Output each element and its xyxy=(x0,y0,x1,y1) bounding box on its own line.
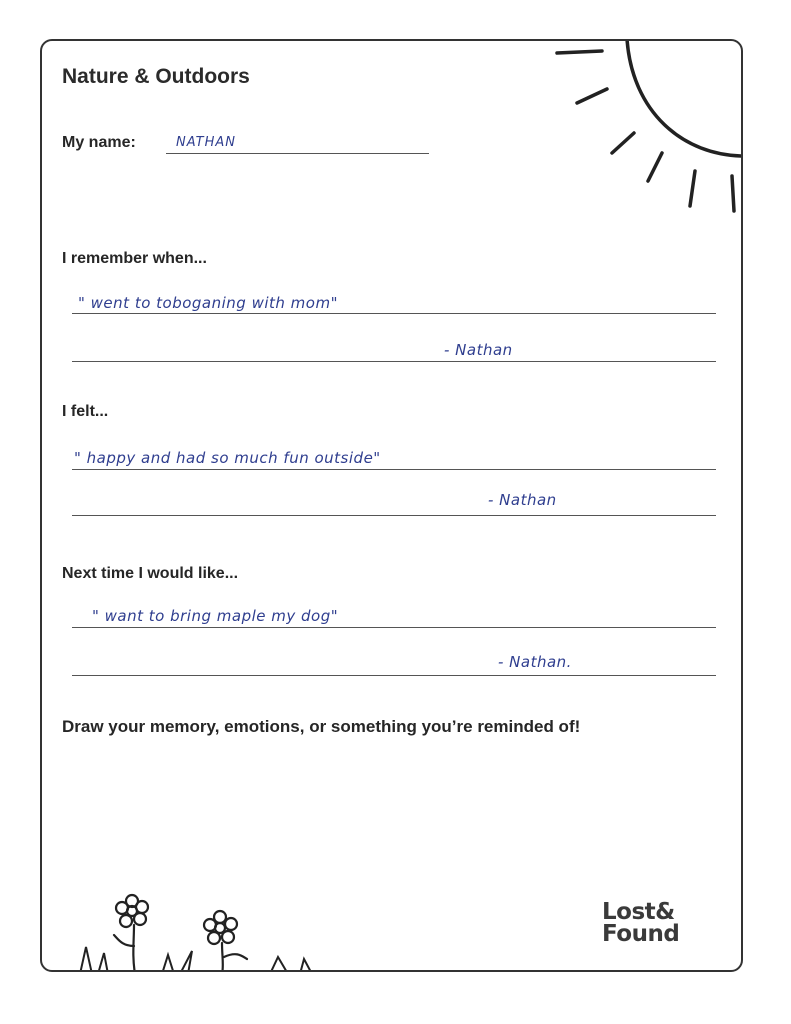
name-label: My name: xyxy=(62,134,136,151)
answer-next-line2: - Nathan. xyxy=(498,653,572,671)
draw-prompt: Draw your memory, emotions, or something you’re reminded of! xyxy=(62,717,581,736)
grass-icon xyxy=(80,947,312,972)
answer-remember-line1: " went to toboganing with mom" xyxy=(78,294,338,312)
logo-line2: Found xyxy=(602,921,680,947)
answer-next-line1: " want to bring maple my dog" xyxy=(92,607,339,625)
answer-felt-line2: - Nathan xyxy=(488,491,557,509)
sun-icon xyxy=(557,41,743,211)
logo-line1: Lost& xyxy=(602,899,675,925)
lost-and-found-logo xyxy=(602,901,679,945)
flower-icon xyxy=(114,895,247,972)
answer-felt-line1: " happy and had so much fun outside" xyxy=(74,449,381,467)
worksheet-card xyxy=(40,39,743,972)
prompt-felt: I felt... xyxy=(62,403,109,420)
page-title: Nature & Outdoors xyxy=(62,65,250,88)
prompt-next-time: Next time I would like... xyxy=(62,565,239,582)
answer-remember-line2: - Nathan xyxy=(444,341,513,359)
name-value: NATHAN xyxy=(176,135,237,150)
prompt-remember: I remember when... xyxy=(62,250,207,267)
decorations xyxy=(42,41,743,972)
